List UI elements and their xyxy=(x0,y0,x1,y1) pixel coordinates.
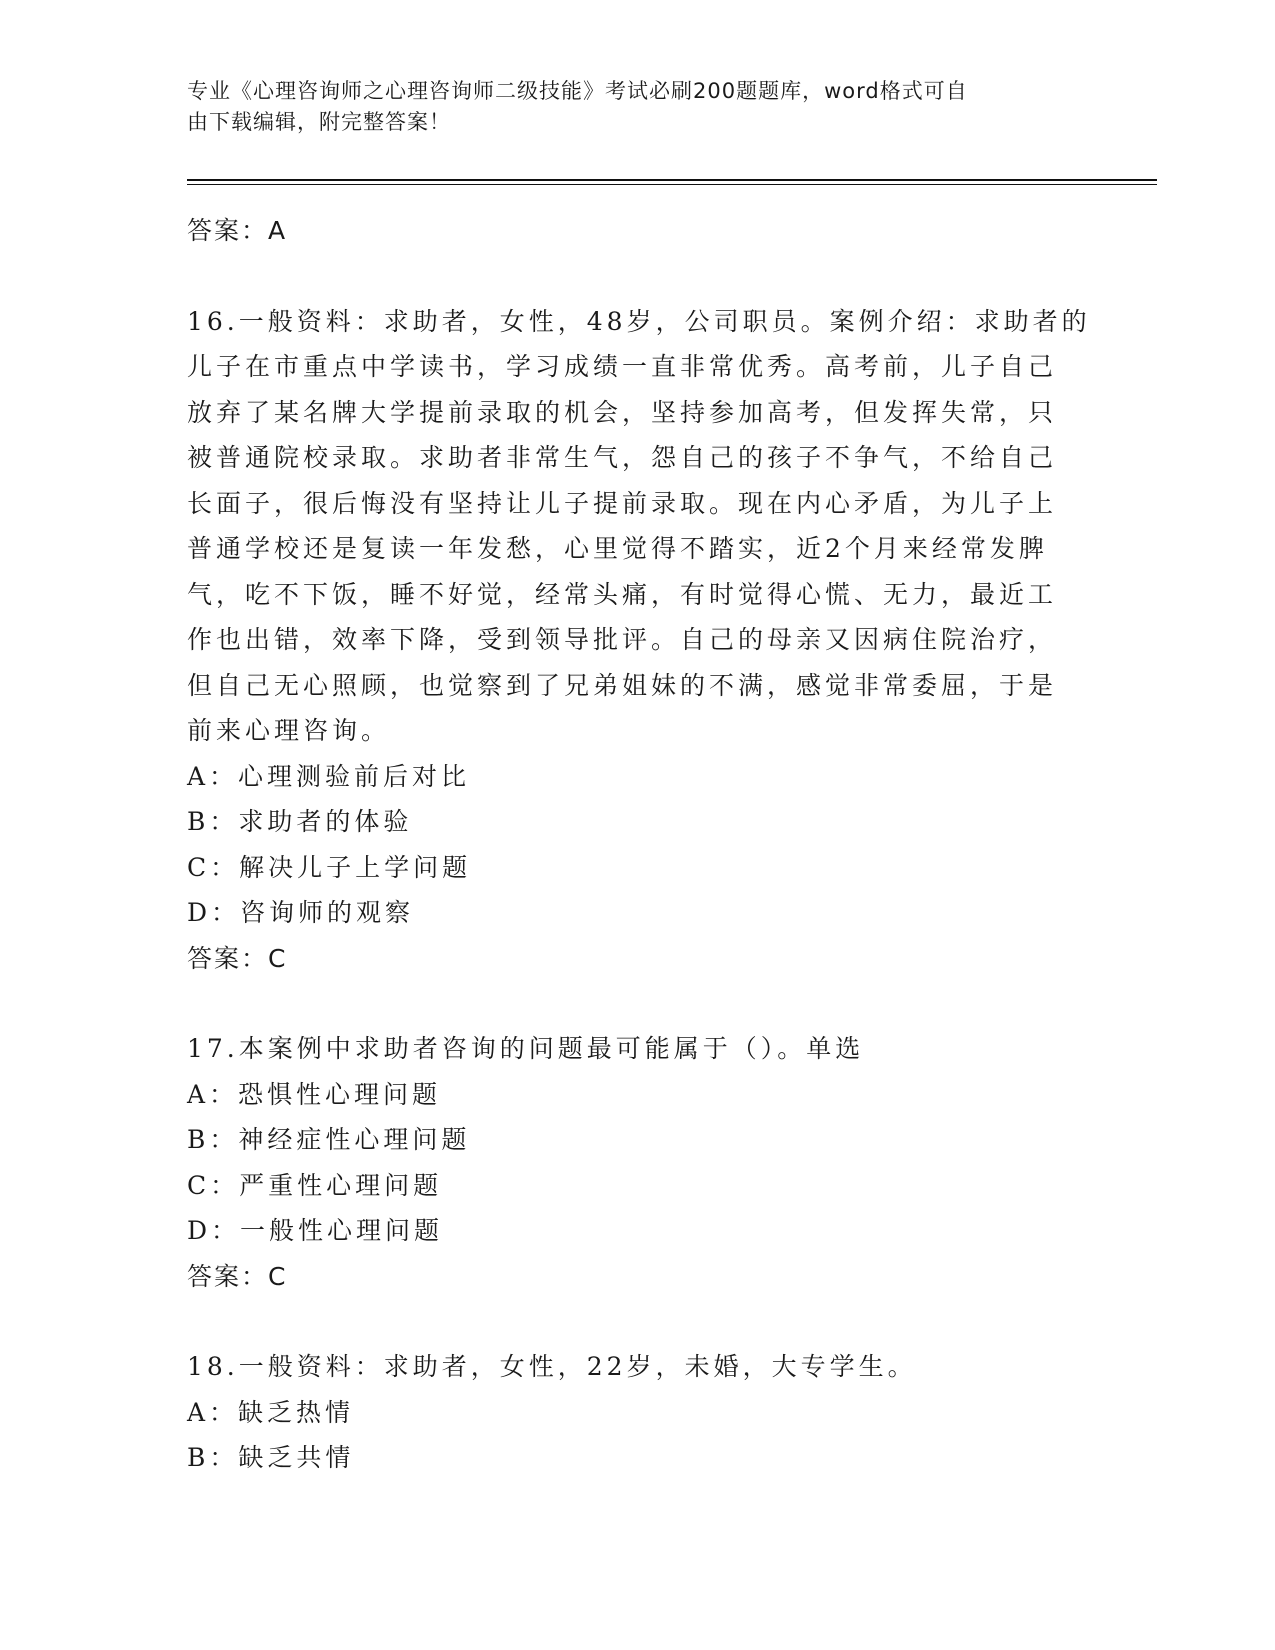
option-a: A：恐惧性心理问题 xyxy=(187,1079,442,1109)
option-b: B：神经症性心理问题 xyxy=(187,1125,471,1154)
option-b: B：缺乏共情 xyxy=(187,1443,355,1472)
answer-line: 答案：C xyxy=(187,1261,288,1291)
question-stem-line: 前来心理咨询。 xyxy=(187,716,391,745)
question-stem-line: 18.一般资料：求助者，女性，22岁，未婚，大专学生。 xyxy=(187,1352,917,1381)
question-18 xyxy=(187,1344,1087,1481)
document-header xyxy=(187,76,1067,138)
option-a: A：心理测验前后对比 xyxy=(187,761,471,791)
question-stem-line: 被普通院校录取。求助者非常生气，怨自己的孩子不争气，不给自己 xyxy=(187,443,1058,472)
question-stem-line: 儿子在市重点中学读书，学习成绩一直非常优秀。高考前，儿子自己 xyxy=(187,352,1058,381)
option-d: D：一般性心理问题 xyxy=(187,1216,444,1245)
question-16 xyxy=(187,299,1091,982)
header-line: 专业《心理咨询师之心理咨询师二级技能》考试必刷200题题库，word格式可自 xyxy=(187,79,968,103)
option-a: A：缺乏热情 xyxy=(187,1397,355,1427)
question-stem-line: 放弃了某名牌大学提前录取的机会，坚持参加高考，但发挥失常，只 xyxy=(187,397,1058,427)
question-stem-line: 17.本案例中求助者咨询的问题最可能属于（）。单选 xyxy=(187,1034,865,1063)
question-stem-line: 作也出错，效率下降，受到领导批评。自己的母亲又因病住院治疗， xyxy=(187,625,1058,654)
question-stem-line: 长面子，很后悔没有坚持让儿子提前录取。现在内心矛盾，为儿子上 xyxy=(187,488,1058,518)
answer-line: 答案：A xyxy=(187,216,288,245)
question-stem-line: 气，吃不下饭，睡不好觉，经常头痛，有时觉得心慌、无力，最近工 xyxy=(187,579,1058,609)
question-stem-line: 普通学校还是复读一年发愁，心里觉得不踏实，近2个月来经常发脾 xyxy=(187,534,1048,563)
option-b: B：求助者的体验 xyxy=(187,807,413,836)
question-stem-line: 但自己无心照顾，也觉察到了兄弟姐妹的不满，感觉非常委屈，于是 xyxy=(187,670,1058,700)
question-list xyxy=(187,187,1091,1481)
option-c: C：解决儿子上学问题 xyxy=(187,852,472,882)
option-d: D：咨询师的观察 xyxy=(187,898,415,927)
header-divider-thin xyxy=(187,184,1157,185)
header-divider xyxy=(187,179,1157,181)
answer-line: 答案：C xyxy=(187,943,288,973)
question-17 xyxy=(187,1026,1087,1299)
header-line: 由下载编辑，附完整答案！ xyxy=(187,110,451,134)
question-stem-line: 16.一般资料：求助者，女性，48岁，公司职员。案例介绍：求助者的 xyxy=(187,306,1091,336)
option-c: C：严重性心理问题 xyxy=(187,1170,443,1200)
